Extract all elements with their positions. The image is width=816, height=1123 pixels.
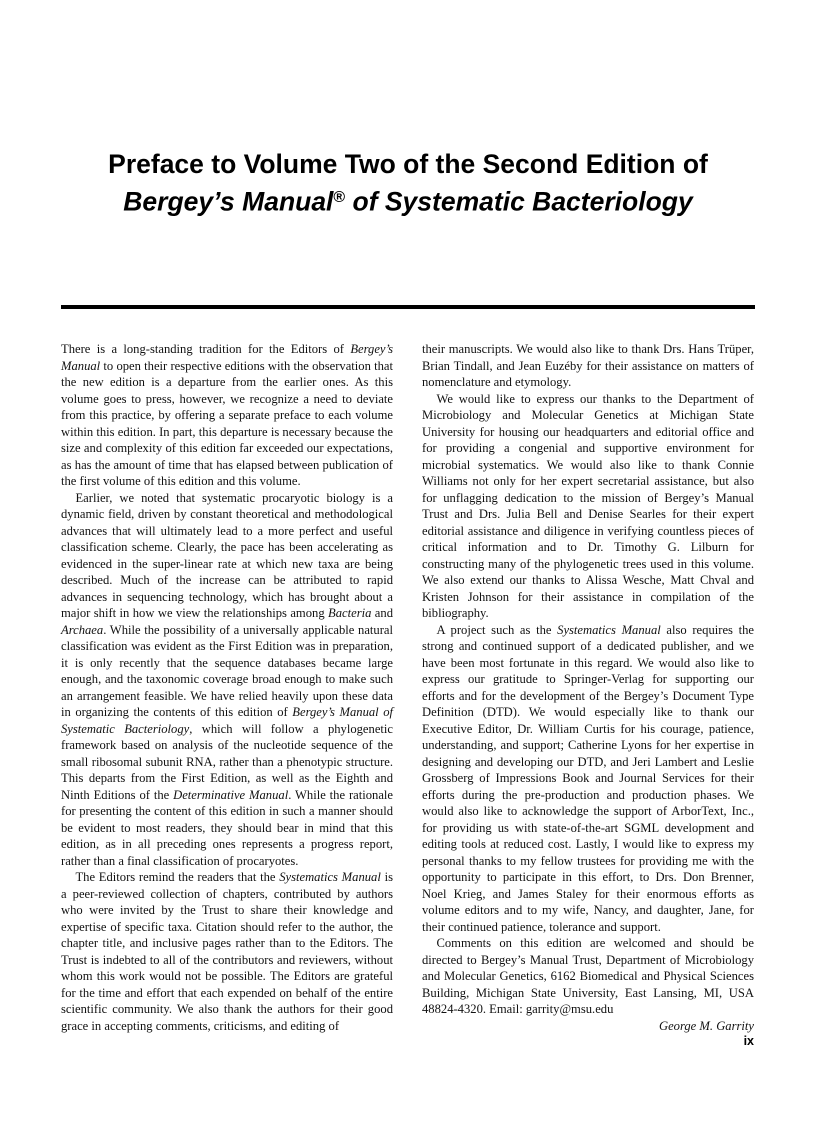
page-number: ix <box>743 1034 754 1048</box>
title-line-1: Preface to Volume Two of the Second Edition of <box>108 149 708 179</box>
italic-run: Bergey’s Manual <box>61 342 393 373</box>
left-column <box>61 341 393 1034</box>
paragraph <box>61 341 393 490</box>
paragraph <box>61 869 393 1034</box>
italic-run: Systematics Manual <box>279 870 381 884</box>
text-run: , which will follow a phylogenetic framework based on analysis of the nucleotide sequence of the small ribosomal subunit RNA, rather than a phenotypic structure. This departs from the First Edition, as well as the Eighth and Ninth Editions of the <box>61 721 393 802</box>
text-run: is a peer-reviewed collection of chapters, contributed by authors who were invited by the Trust to share their knowledge and expertise of specific taxa. Citation should refer to the author, the chapter title, and inclusive pages rather than to the Editors. The Trust is indebted to all of the contributors and reviewers, without whom this work would not be possible. The Editors are grateful for the time and effort that each expended on behalf of the entire scientific community. We also thank the authors for their good grace in accepting comments, criticisms, and editing of <box>61 870 393 1033</box>
text-run: There is a long-standing tradition for the Editors of <box>61 342 351 356</box>
italic-run: Archaea <box>61 622 104 637</box>
right-column <box>422 341 754 1034</box>
text-run: also requires the strong and continued support of a dedicated publisher, and we have been most fortunate in this regard. We would also like to express our gratitude to Springer-Verlag for supporting our efforts and for the development of the Bergey’s Document Type Definition (DTD). We would especially like to thank our Executive Editor, Dr. William Curtis for his courage, patience, understanding, and support; Catherine Lyons for her expertise in designing and developing our DTD, and Jeri Lambert and Leslie Grossberg of Impressions Book and Journal Services for their efforts during the pre-production and production phases. We would also like to acknowledge the support of ArborText, Inc., for providing us with state-of-the-art SGML development and editing tools at reduced cost. Lastly, I would like to express my personal thanks to my fellow trustees for providing me with the opportunity to participate in this effort, to Drs. Don Brenner, Noel Krieg, and James Staley for their enormous efforts as volume editors and to my wife, Nancy, and daughter, Jane, for their continued patience, tolerance and support. <box>422 622 754 934</box>
text-run: to open their respective editions with the observation that the new edition is a departure from the earlier ones. As this volume goes to press, however, we recognize a need to deviate from this practice, by offering a separate preface to each volume within this edition. In part, this departure is necessary because the size and complexity of this edition far exceeded our expectations, as has the amount of time that has elapsed between publication of the first volume of this edition and this volume. <box>61 358 393 488</box>
paragraph: Comments on this edition are welcomed and should be directed to Bergey’s Manual Trust, Department of Microbiology and Molecular Genetics, 6162 Biomedical and Physical Sciences Building, Michigan State University, East Lansing, MI, USA 48824-4320. Email: garrity@msu.edu <box>422 936 754 1016</box>
text-run: . While the rationale for presenting the content of this edition in such a manner should be evident to most readers, they should bear in mind that this edition, as in all preceding ones represents a progress report, rather than a final classification of procaryotes. <box>61 787 393 868</box>
text-run: A project such as the <box>436 622 558 637</box>
paragraph: We would like to express our thanks to the Department of Microbiology and Molecular Genetics at Michigan State University for housing our headquarters and editorial office and for providing a congenial and supportive environment for microbial systematics. We would also like to thank Connie Williams not only for her expert secretarial assistance, but also for unflagging dedication to the mission of Bergey’s Manual Trust and Drs. Julia Bell and Denise Searles for their expert editorial assistance and diligence in verifying countless pieces of critical information and to Dr. Timothy G. Lilburn for constructing many of the phylogenetic trees used in this volume. We also extend our thanks to Alissa Wesche, Matt Chval and Kristen Johnson for their assistance in compilation of the bibliography. <box>422 391 754 620</box>
paragraph: their manuscripts. We would also like to thank Drs. Hans Trüper, Brian Tindall, and Jean Euzéby for their assistance on matters of nomenclature and etymology. <box>422 342 754 389</box>
author-signature: George M. Garrity <box>658 1018 754 1033</box>
text-run: Earlier, we noted that systematic procaryotic biology is a dynamic field, driven by constant theoretical and methodological advances that will ultimately lead to a more perfect and useful classification scheme. Clearly, the pace has been accelerating as evidenced in the super-linear rate at which new taxa are being described. Much of the increase can be attributed to rapid advances in sequencing technology, which has brought about a major shift in how we view the relationships among <box>61 490 393 620</box>
text-run: and <box>371 606 393 620</box>
title-rule <box>61 305 755 309</box>
text-run: . While the possibility of a universally applicable natural classification was evident as the First Edition was in preparation, it is only recently that the sequence databases became large enough, and the taxonomic coverage broad enough to make such an arrangement feasible. We have relied heavily upon these data in organizing the contents of this edition of <box>61 622 393 719</box>
registered-mark: ® <box>333 189 346 206</box>
italic-run: Bergey’s Manual of Systematic Bacteriology <box>61 705 394 736</box>
title-line-2 <box>60 181 756 219</box>
text-run: The Editors remind the readers that the <box>75 870 280 884</box>
paragraph <box>61 490 393 870</box>
italic-run: Bacteria <box>328 606 372 620</box>
italic-run: Systematics Manual <box>557 622 661 637</box>
page-title <box>60 148 756 219</box>
italic-run: Determinative Manual <box>173 787 289 802</box>
paragraph <box>422 622 754 936</box>
title-line-2-rest: of Systematic Bacteriology <box>345 186 693 217</box>
title-manual-name: Bergey’s Manual <box>123 186 334 217</box>
